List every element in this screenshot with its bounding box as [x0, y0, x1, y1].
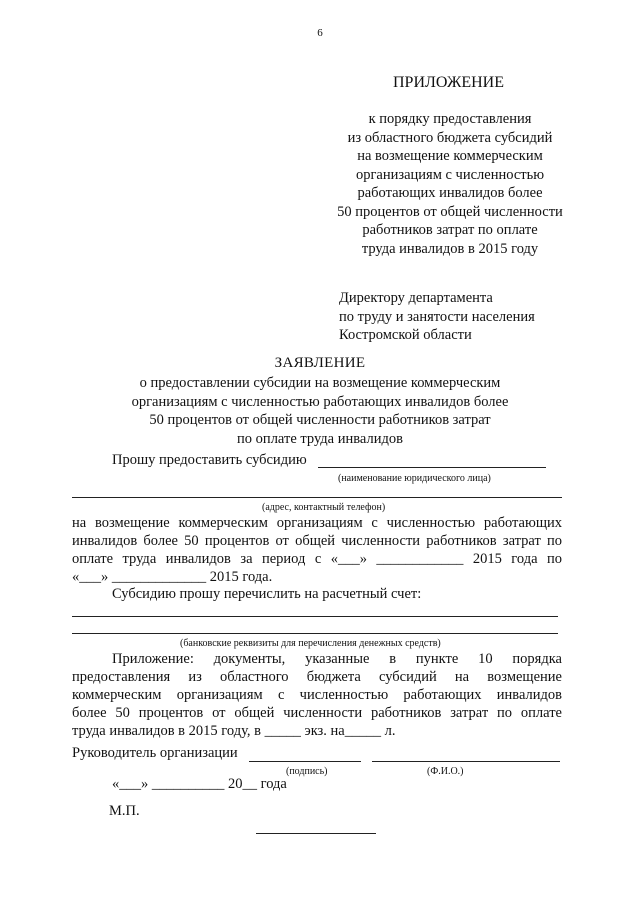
transfer-label: Субсидию прошу перечислить на расчетный счет: [112, 586, 422, 602]
attachment-line: труда инвалидов в 2015 году, в _____ экз. на_____ л. [72, 723, 396, 739]
attachment-line: Приложение: документы, указанные в пункте 10 порядка [112, 651, 562, 667]
body-line: инвалидов более 50 процентов от общей численности работников затрат по [72, 533, 562, 549]
attachment-line: коммерческим организациям с численностью работающих инвалидов [72, 687, 562, 703]
bank-details-field[interactable] [72, 633, 558, 634]
attachment-line: более 50 процентов от общей численности работников затрат по оплате [72, 705, 562, 721]
fio-caption: (Ф.И.О.) [427, 766, 464, 777]
attachment-line: предоставления из областного бюджета субсидий на возмещение [72, 669, 562, 685]
org-name-caption: (наименование юридического лица) [338, 473, 491, 484]
fio-field[interactable] [372, 761, 560, 762]
org-name-field[interactable] [318, 467, 546, 468]
appendix-line: к порядку предоставления [368, 111, 532, 127]
subtitle-line: 50 процентов от общей численности работников затрат [149, 412, 491, 428]
appendix-title: ПРИЛОЖЕНИЕ [393, 74, 505, 91]
appendix-reference [300, 110, 600, 258]
document-title: ЗАЯВЛЕНИЕ [274, 355, 366, 371]
appendix-line: организациям с численностью [355, 166, 545, 183]
appendix-line: на возмещение коммерческим [357, 148, 543, 164]
address-caption: (адрес, контактный телефон) [262, 502, 386, 513]
appendix-line: 50 процентов от общей численности [337, 203, 563, 220]
footer-divider [256, 833, 376, 834]
page-number: 6 [317, 27, 323, 39]
request-label: Прошу предоставить субсидию [112, 452, 307, 468]
appendix-line: из областного бюджета субсидий [347, 129, 553, 146]
body-line: оплате труда инвалидов за период с «___» ____________ 2015 года по [72, 551, 562, 567]
subtitle-line: по оплате труда инвалидов [237, 430, 403, 447]
seal-label: М.П. [109, 803, 140, 819]
appendix-line: работников затрат по оплате [362, 222, 538, 238]
appendix-line: труда инвалидов в 2015 году [361, 240, 539, 257]
appendix-line: работающих инвалидов более [357, 185, 543, 201]
body-line: на возмещение коммерческим организациям с численностью работающих [72, 515, 562, 531]
subtitle-line: организациям с численностью работающих инвалидов более [131, 393, 509, 410]
bank-caption: (банковские реквизиты для перечисления денежных средств) [180, 638, 441, 649]
date-line: «___» __________ 20__ года [112, 776, 287, 792]
body-line: «___» _____________ 2015 года. [72, 569, 273, 585]
addressee-line: по труду и занятости населения [339, 308, 535, 325]
subtitle-line: о предоставлении субсидии на возмещение коммерческим [139, 375, 501, 391]
signature-caption: (подпись) [286, 766, 328, 777]
address-field[interactable] [72, 497, 562, 498]
bank-details-field[interactable] [72, 616, 558, 617]
head-label: Руководитель организации [72, 745, 238, 761]
addressee-line: Директору департамента [339, 290, 493, 306]
signature-field[interactable] [249, 761, 361, 762]
document-subtitle [0, 374, 640, 448]
addressee-block [339, 289, 535, 345]
addressee-line: Костромской области [339, 327, 472, 343]
